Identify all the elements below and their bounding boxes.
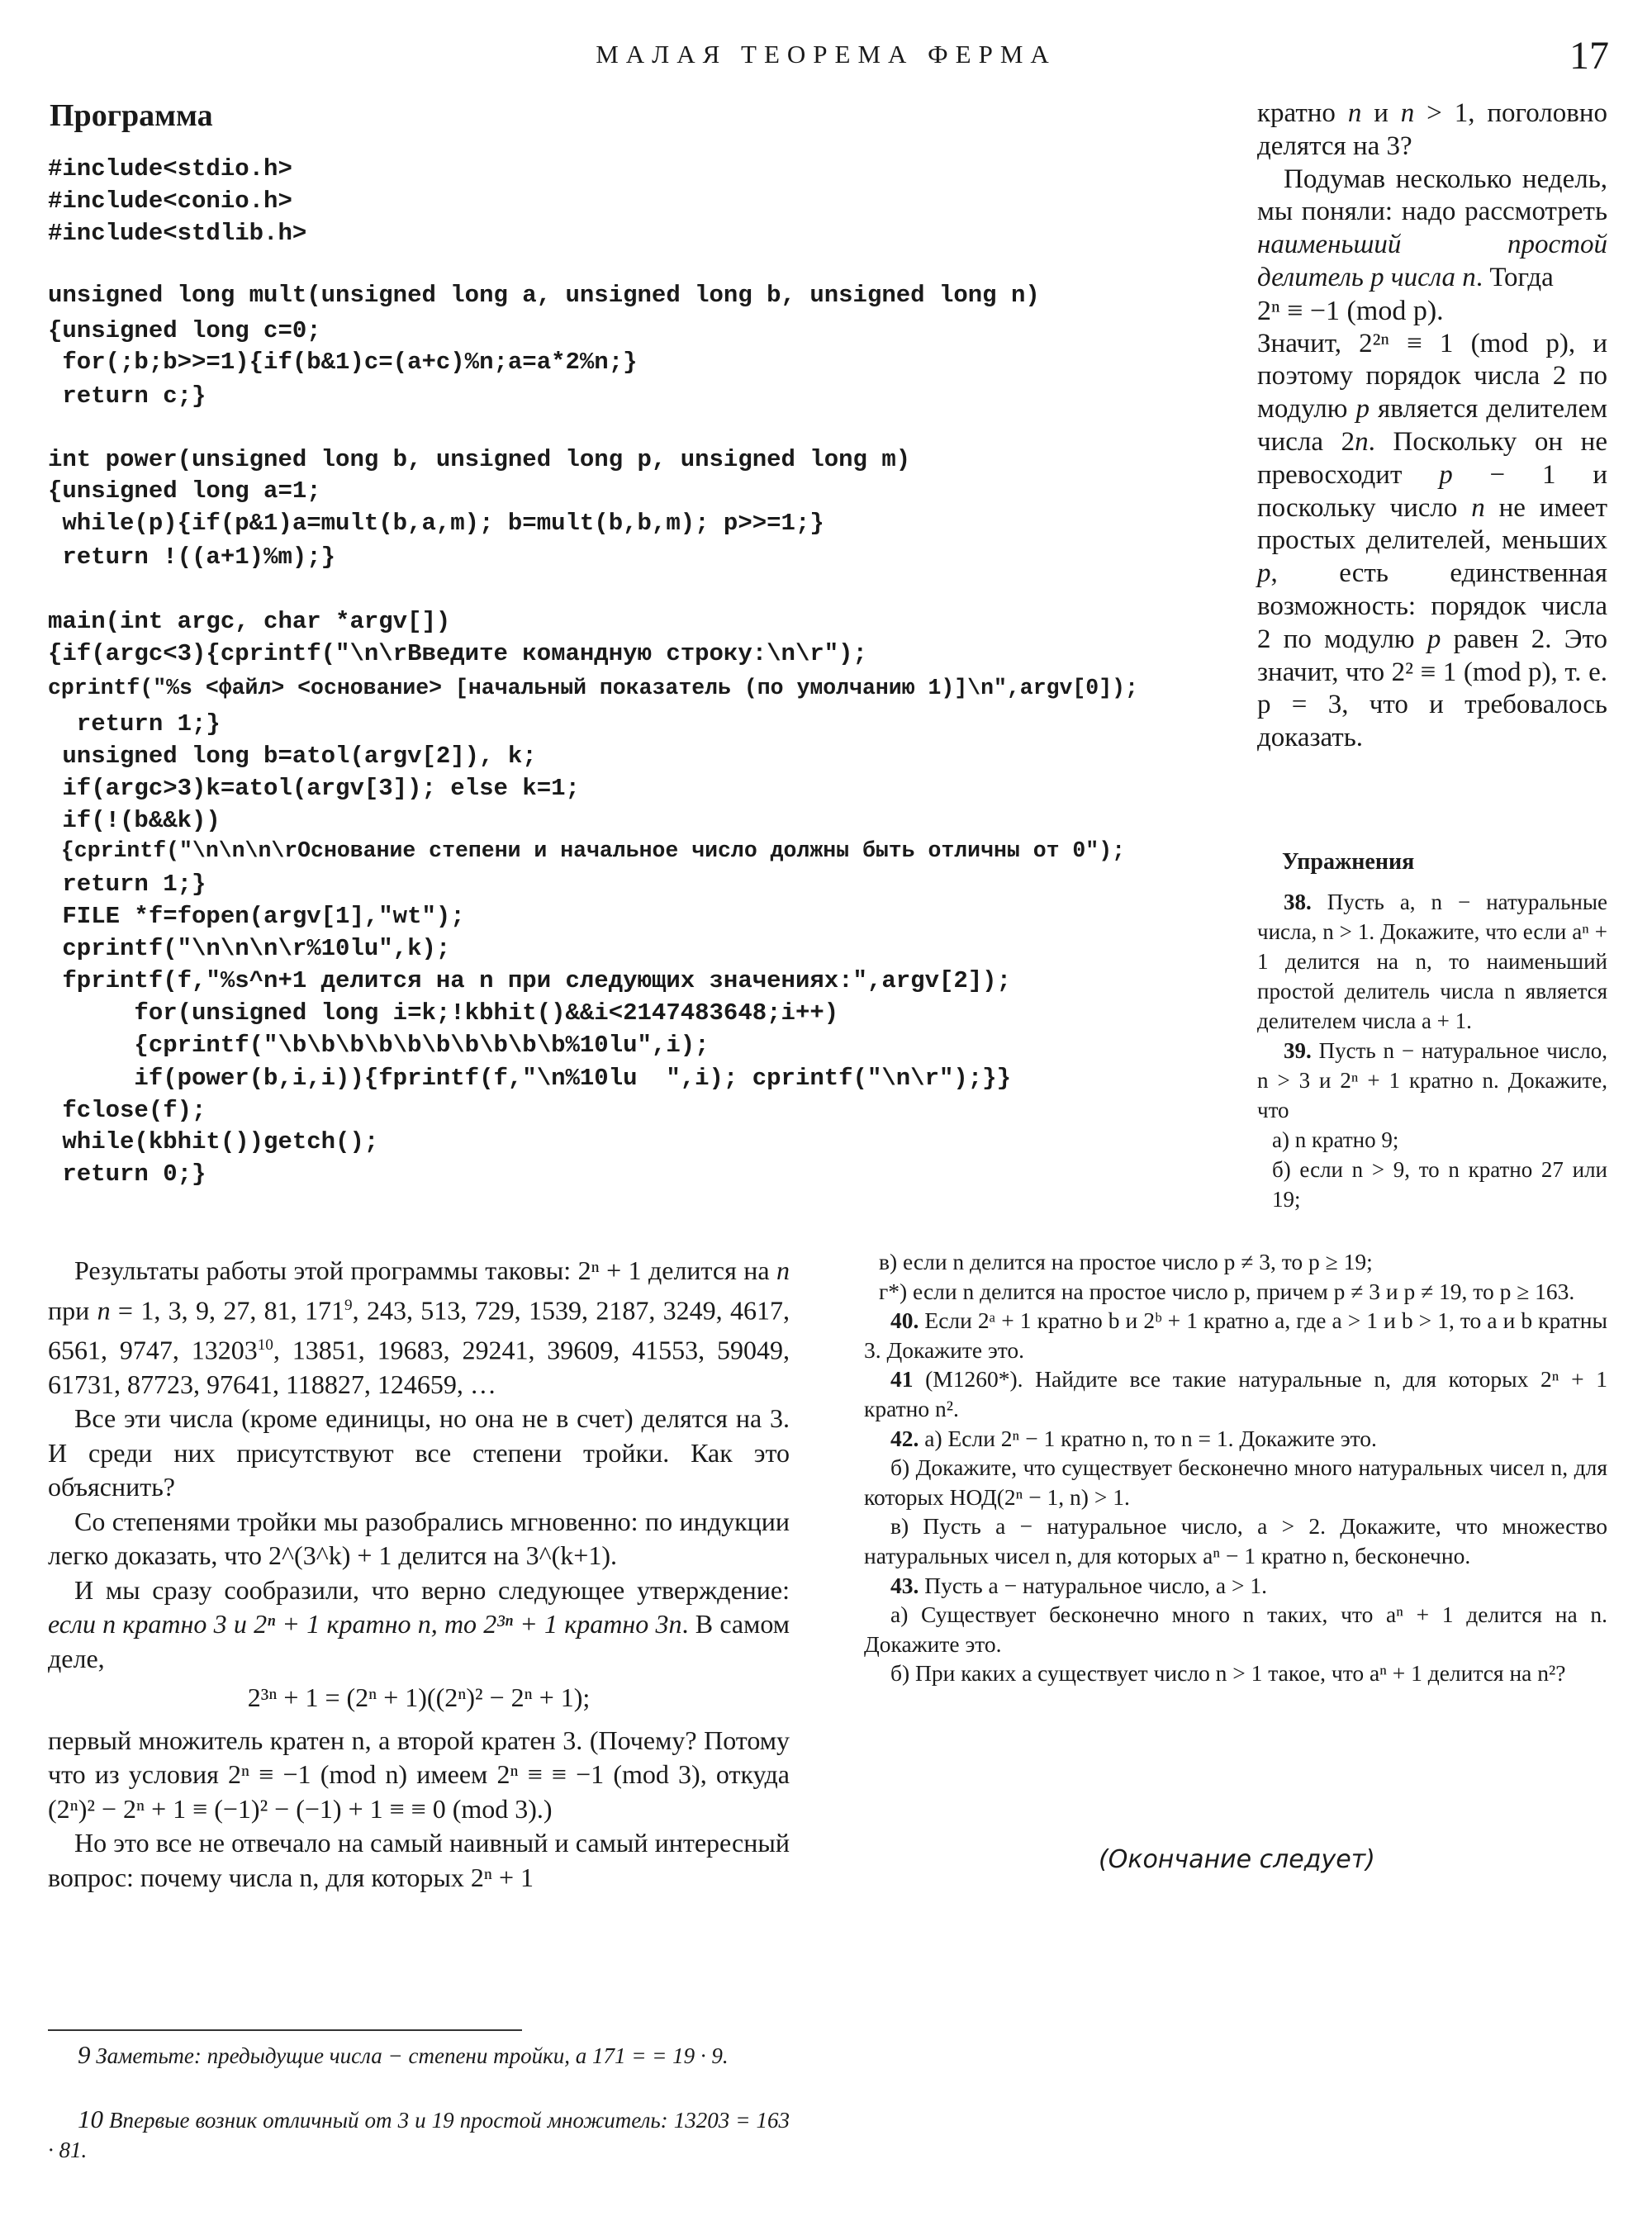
exercise-42a: 42. а) Если 2ⁿ − 1 кратно n, то n = 1. Докажите это. xyxy=(890,1425,1377,1451)
exercises-part-two xyxy=(864,1247,1607,1688)
code-line: return !((a+1)%m);} xyxy=(48,543,336,571)
code-line: if(!(b&&k)) xyxy=(48,807,221,834)
code-line: fprintf(f,"%s^n+1 делится на n при следующих значениях:",argv[2]); xyxy=(48,967,1011,994)
code-line: main(int argc, char *argv[]) xyxy=(48,608,451,635)
exercise-42c: в) Пусть a − натуральное число, a > 2. Докажите, что множество натуральных чисел n, для которых aⁿ − 1 кратно n, бесконечно. xyxy=(864,1513,1607,1568)
code-line: unsigned long mult(unsigned long a, unsigned long b, unsigned long n) xyxy=(48,282,1040,309)
paragraph: Подумав несколько недель, мы поняли: надо рассмотреть наименьший простой делитель p числа n. Тогда xyxy=(1257,164,1607,292)
paragraph: кратно n и n > 1, поголовно делятся на 3? xyxy=(1257,98,1607,161)
exercise-43: 43. Пусть a − натуральное число, a > 1. xyxy=(890,1572,1267,1598)
paragraph: Значит, 2²ⁿ ≡ 1 (mod p), и поэтому порядок числа 2 по модулю p является делителем числа 2n. Поскольку он не превосходит p − 1 и поскольку число n не имеет простых делителей, меньших p, есть единственная возможность: порядок числа 2 по модулю p равен 2. Это значит, что 2² ≡ 1 (mod p), т. е. p = 3, что и требовалось доказать. xyxy=(1257,328,1608,753)
exercise-39a: а) n кратно 9; xyxy=(1272,1127,1399,1152)
exercise-39c: в) если n делится на простое число p ≠ 3, то p ≥ 19; xyxy=(879,1249,1373,1274)
code-line: cprintf("%s <файл> <основание> [начальный показатель (по умолчанию 1)]\n",argv[0]); xyxy=(48,676,1138,700)
exercise-39b: б) если n > 9, то n кратно 27 или 19; xyxy=(1272,1157,1607,1212)
code-line: return 1;} xyxy=(48,871,206,898)
exercise-40: 40. Если 2ᵃ + 1 кратно b и 2ᵇ + 1 кратно a, где a > 1 и b > 1, то a и b кратны 3. Докажите это. xyxy=(864,1307,1607,1363)
formula: 2ⁿ ≡ −1 (mod p). xyxy=(1257,295,1444,326)
code-line: for(unsigned long i=k;!kbhit()&&i<2147483648;i++) xyxy=(48,999,839,1027)
code-line: int power(unsigned long b, unsigned long p, unsigned long m) xyxy=(48,446,911,473)
exercise-43a: а) Существует бесконечно много n таких, что aⁿ + 1 делится на n. Докажите это. xyxy=(864,1601,1607,1657)
exercises-part-one xyxy=(1257,887,1607,1214)
code-line: {cprintf("\b\b\b\b\b\b\b\b\b\b%10lu",i); xyxy=(48,1032,710,1059)
code-line: {unsigned long c=0; xyxy=(48,317,321,344)
exercises-heading: Упражнения xyxy=(1282,849,1415,875)
code-line: cprintf("\n\n\n\r%10lu",k); xyxy=(48,935,451,962)
right-column-text xyxy=(1257,97,1607,755)
code-line: #include<stdlib.h> xyxy=(48,220,307,247)
paragraph: Но это все не отвечало на самый наивный и самый интересный вопрос: почему числа n, для которых 2ⁿ + 1 xyxy=(48,1828,790,1892)
exercise-42b: б) Докажите, что существует бесконечно много натуральных чисел n, для которых НОД(2ⁿ − 1, n) > 1. xyxy=(864,1454,1607,1510)
code-line: unsigned long b=atol(argv[2]), k; xyxy=(48,743,537,770)
code-line: return 0;} xyxy=(48,1160,206,1188)
footnote-ref-9: 9 xyxy=(344,1296,353,1314)
code-line: {unsigned long a=1; xyxy=(48,477,321,505)
code-line: fclose(f); xyxy=(48,1097,206,1124)
code-line: {if(argc<3){cprintf("\n\rВведите командную строку:\n\r"); xyxy=(48,640,867,667)
paragraph: Со степенями тройки мы разобрались мгновенно: по индукции легко доказать, что 2^(3^k) + 1 делится на 3^(k+1). xyxy=(48,1506,790,1571)
code-line: {cprintf("\n\n\n\rОснование степени и начальное число должны быть отличны от 0"); xyxy=(48,838,1126,863)
exercise-43b: б) При каких a существует число n > 1 такое, что aⁿ + 1 делится на n²? xyxy=(890,1660,1566,1687)
exercise-38: 38. Пусть a, n − натуральные числа, n > 1. Докажите, что если aⁿ + 1 делится на n, то наименьший простой делитель числа n является делителем числа a + 1. xyxy=(1257,890,1607,1033)
exercise-39: 39. Пусть n − натуральное число, n > 3 и 2ⁿ + 1 кратно n. Докажите, что xyxy=(1257,1038,1607,1122)
left-column-text xyxy=(48,1254,790,1895)
running-title: МАЛАЯ ТЕОРЕМА ФЕРМА xyxy=(596,40,1056,69)
footnote-rule xyxy=(48,2029,522,2031)
code-line: return c;} xyxy=(48,382,206,410)
continued-note: (Окончание следует) xyxy=(1099,1845,1375,1874)
paragraph: первый множитель кратен n, а второй кратен 3. (Почему? Потому что из условия 2ⁿ ≡ −1 (mod n) имеем 2ⁿ ≡ ≡ −1 (mod 3), откуда (2ⁿ)² − 2ⁿ + 1 ≡ (−1)² − (−1) + 1 ≡ ≡ 0 (mod 3).) xyxy=(48,1725,790,1824)
formula: 2³ⁿ + 1 = (2ⁿ + 1)((2ⁿ)² − 2ⁿ + 1); xyxy=(247,1682,591,1713)
program-heading: Программа xyxy=(50,98,213,133)
paragraph: Результаты работы этой программы таковы: 2ⁿ + 1 делится на n при n = 1, 3, 9, 27, 81, $171^9$, 243, 513, 729, 1539, 2187, 3249, 4617, 6561, 9747, 13203$^{10}$, 13851, 19683, 29241, 39609, 41553, 59049, 61731, 87723, 97641, 118827, 124659, … xyxy=(48,1255,790,1399)
code-line: while(p){if(p&1)a=mult(b,a,m); b=mult(b,b,m); p>>=1;} xyxy=(48,510,824,537)
page-number: 17 xyxy=(1569,34,1609,78)
code-line: #include<stdio.h> xyxy=(48,155,292,183)
code-line: FILE *f=fopen(argv[1],"wt"); xyxy=(48,903,465,930)
footnote-9: 9 Заметьте: предыдущие числа − степени тройки, а 171 = = 19 · 9. xyxy=(78,2040,729,2069)
code-line: while(kbhit())getch(); xyxy=(48,1128,379,1155)
footnote-ref-10: 10 xyxy=(257,1336,273,1354)
code-listing xyxy=(48,157,1262,1214)
code-line: #include<conio.h> xyxy=(48,187,292,215)
code-line: if(power(b,i,i)){fprintf(f,"\n%10lu ",i); cprintf("\n\r");}} xyxy=(48,1065,1011,1092)
paragraph: И мы сразу сообразили, что верно следующее утверждение: если n кратно 3 и 2ⁿ + 1 кратно n, то 2³ⁿ + 1 кратно 3n. В самом деле, xyxy=(48,1574,790,1673)
code-line: for(;b;b>>=1){if(b&1)c=(a+c)%n;a=a*2%n;} xyxy=(48,349,638,376)
exercise-39d: г*) если n делится на простое число p, причем p ≠ 3 и p ≠ 19, то p ≥ 163. xyxy=(879,1278,1575,1304)
footnote-10: 10 Впервые возник отличный от 3 и 19 простой множитель: 13203 = 163 · 81. xyxy=(48,2104,790,2162)
exercise-41: 41 (М1260*). Найдите все такие натуральные n, для которых 2ⁿ + 1 кратно n². xyxy=(864,1366,1607,1421)
code-line: return 1;} xyxy=(48,710,221,738)
paragraph: Все эти числа (кроме единицы, но она не в счет) делятся на 3. И среди них присутствуют все степени тройки. Как это объяснить? xyxy=(48,1403,790,1502)
code-line: if(argc>3)k=atol(argv[3]); else k=1; xyxy=(48,775,580,802)
